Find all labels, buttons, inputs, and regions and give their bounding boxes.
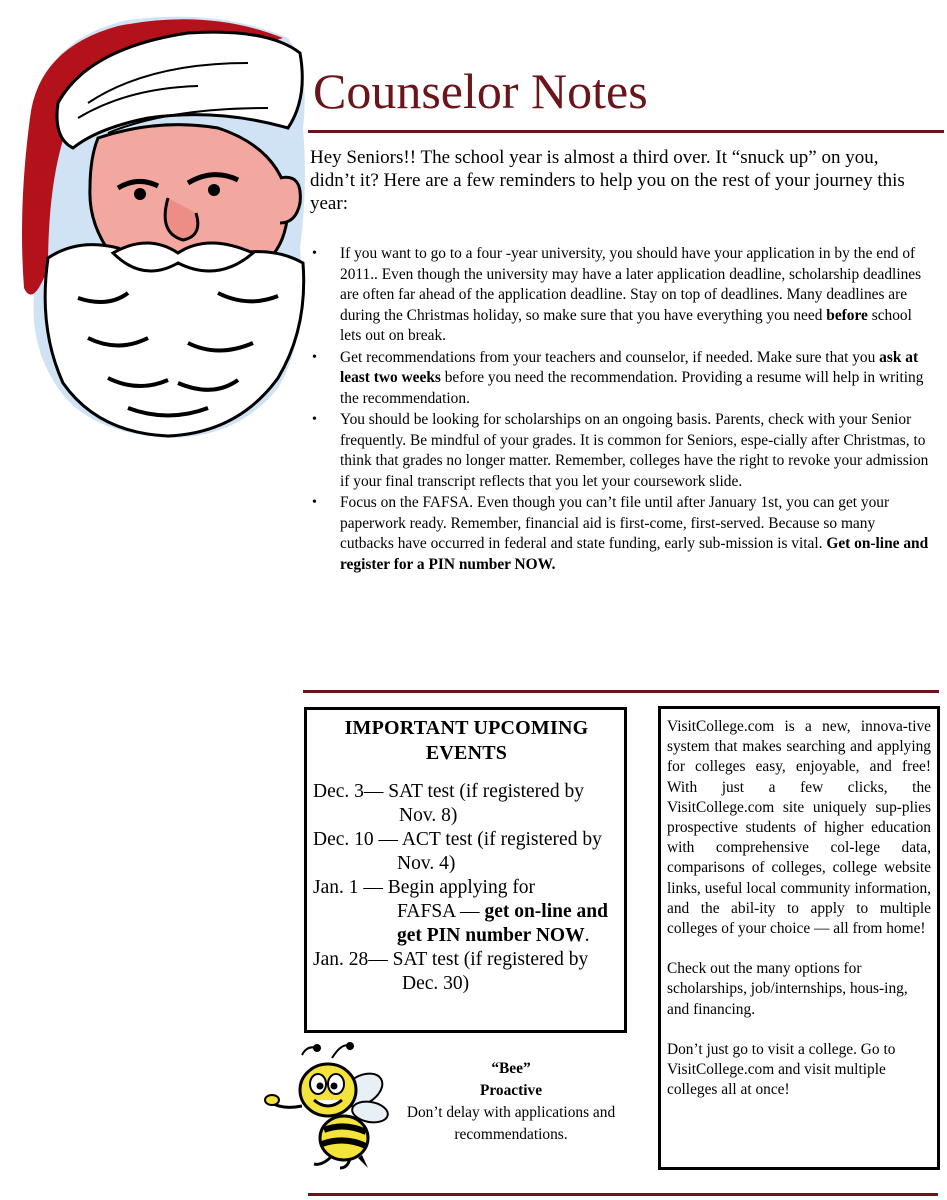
bee-caption (402, 1058, 620, 1146)
list-item: Dec. 3— SAT test (if registered by Nov. 8) (313, 781, 584, 826)
list-item: • Get recommendations from your teachers and counselor, if needed. Make sure that you ask at least two weeks before you need the recommendation. Providing a resume will help in writing the recommendation. (312, 348, 924, 407)
bottom-divider (308, 1193, 938, 1196)
list-item: Jan. 1 — Begin applying for FAFSA — get on-line and get PIN number NOW. (313, 877, 608, 946)
events-title: IMPORTANT UPCOMING EVENTS (344, 717, 589, 764)
bee-caption-line1: “Bee” (491, 1060, 531, 1077)
section-divider (303, 690, 939, 693)
bullet-icon: • (312, 349, 317, 365)
bee-caption-line2: Proactive (479, 1082, 543, 1099)
events-box (304, 707, 627, 1033)
visitcollege-call-to-action: Don’t just go to visit a college. Go to VisitCollege.com and visit multiple colleges all at once! (667, 1040, 896, 1099)
bullet-icon: • (312, 412, 317, 427)
list-item: Jan. 28— SAT test (if registered by Dec. 30) (313, 949, 589, 994)
bullet-icon: • (312, 246, 317, 261)
list-item: • Focus on the FAFSA. Even though you can’t file until after January 1st, you can get your paperwork ready. Remember, financial aid is first-come, first-served. Because so many cutbacks have occurred in federal and state funding, early sub-mission is vital. Get on-line and register for a PIN number NOW. (312, 494, 929, 573)
events-list (313, 780, 620, 996)
santa-illustration (18, 8, 308, 443)
list-item: • You should be looking for scholarships on an ongoing basis. Parents, check with your Senior frequently. Be mindful of your grades. It is common for Seniors, espe-cially after Christmas, to think that grades no longer matter. Remember, colleges have the right to revoke your admission if your final transcript reflects that you let your coursework slide. (312, 411, 929, 490)
bee-caption-line3: Don’t delay with applications and recommendations. (406, 1104, 616, 1143)
visitcollege-options: Check out the many options for scholarships, job/internships, hous-ing, and financing. (667, 960, 908, 1018)
list-item: • If you want to go to a four -year university, you should have your application in by the end of 2011.. Even though the university may have a later application deadline, scholarship deadlines are often far ahead of the application deadline. Stay on top of deadlines. Many deadlines are during the Christmas holiday, so make sure that you have everything you need before school lets out on break. (312, 245, 922, 344)
intro-paragraph: Hey Seniors!! The school year is almost a third over. It “snuck up” on you, didn’t it? Here are a few reminders to help you on the rest of your journey this year: (310, 147, 905, 214)
bullet-icon: • (312, 495, 317, 510)
visitcollege-box (658, 706, 940, 1170)
page-title: Counselor Notes (313, 63, 648, 119)
title-divider (308, 130, 944, 133)
list-item: Dec. 10 — ACT test (if registered by Nov. 4) (313, 829, 602, 874)
tips-list (312, 244, 932, 576)
visitcollege-description: VisitCollege.com is a new, innova-tive system that makes searching and applying for colleges easy, enjoyable, and free! With just a few clicks, the VisitCollege.com site uniquely sup-plies prospective students of higher education with comprehensive col-lege data, comparisons of colleges, college website links, useful local community information, and the abil-ity to apply to multiple colleges of your choice — all from home! (667, 718, 931, 938)
bee-illustration (262, 1040, 390, 1170)
